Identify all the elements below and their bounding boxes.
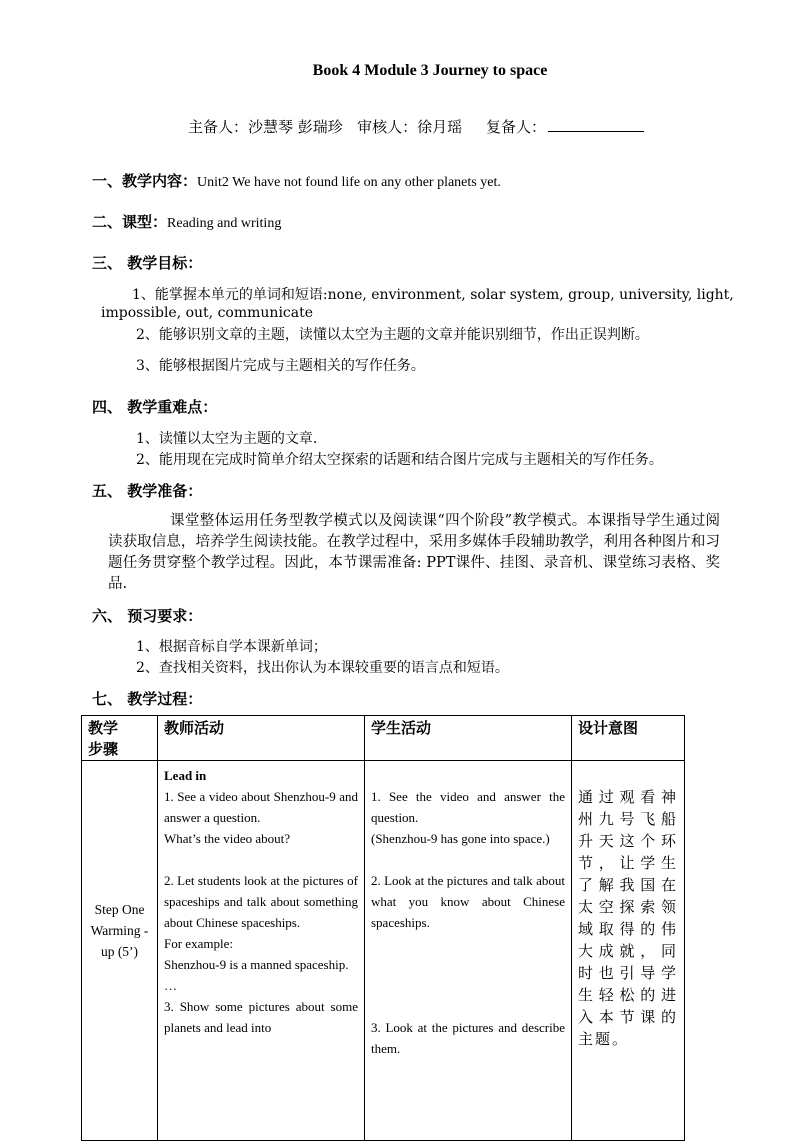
header-teacher: 教师活动 bbox=[158, 716, 365, 761]
preparers-line bbox=[188, 116, 644, 137]
section-1-heading: 一、教学内容： bbox=[92, 172, 198, 190]
reviewer-label: 审核人： bbox=[357, 118, 418, 136]
difficulty-item-2: 2、能用现在完成时简单介绍太空探索的话题和结合图片完成与主题相关的写作任务。 bbox=[136, 452, 663, 468]
preview-item-2: 2、查找相关资料，找出你认为本课较重要的语言点和短语。 bbox=[136, 660, 509, 676]
design-purpose: 通过观看神州九号飞船升天这个环节，让学生了解我国在太空探索领域取得的伟大成就，同时也引导学生轻松的进入本节课的主题。 bbox=[578, 788, 678, 1048]
main-preparer-label: 主备人： bbox=[188, 118, 249, 136]
objective-item-1-cont: impossible, out, communicate bbox=[101, 305, 314, 321]
objective-item-1: 1、能掌握本单元的单词和短语:none, environment, solar system, group, university, light, bbox=[132, 287, 734, 303]
reviewer-name: 徐月瑶 bbox=[417, 118, 463, 136]
teaching-process-table bbox=[81, 715, 685, 1141]
objective-item-3: 3、能够根据图片完成与主题相关的写作任务。 bbox=[136, 358, 425, 374]
co-preparer-blank bbox=[548, 117, 644, 132]
main-preparer-names: 沙慧琴 彭瑞珍 bbox=[248, 118, 343, 136]
step-cell bbox=[82, 761, 158, 1141]
preview-item-1: 1、根据音标自学本课新单词； bbox=[136, 639, 327, 655]
document-title: Book 4 Module 3 Journey to space bbox=[312, 62, 548, 79]
header-student: 学生活动 bbox=[365, 716, 572, 761]
header-purpose: 设计意图 bbox=[572, 716, 685, 761]
objective-item-2: 2、能够识别文章的主题，读懂以太空为主题的文章并能识别细节，作出正误判断。 bbox=[136, 327, 649, 343]
step-label: Step One Warming -up (5’) bbox=[90, 902, 149, 959]
header-step: 教学步骤 bbox=[82, 716, 158, 761]
section-7-heading: 七、 教学过程： bbox=[92, 690, 203, 708]
table-header-row bbox=[82, 716, 685, 761]
section-1-content: Unit2 We have not found life on any other planets yet. bbox=[197, 175, 501, 190]
student-activity: 1. See the video and answer the question. (Shenzhou-9 has gone into space.) 2. Look at the pictures and talk about what you know about Chinese spaceships. 3. Look at the pictures and describe them. bbox=[371, 789, 565, 1056]
section-3-heading: 三、 教学目标： bbox=[92, 254, 203, 272]
section-2-heading: 二、课型： bbox=[92, 213, 168, 231]
section-5-heading: 五、 教学准备： bbox=[92, 482, 203, 500]
co-preparer-label: 复备人： bbox=[485, 118, 546, 136]
section-2-content: Reading and writing bbox=[167, 216, 282, 231]
student-activity-cell bbox=[365, 761, 572, 1141]
teacher-activity: Lead in 1. See a video about Shenzhou-9 and answer a question. What’s the video about? 2. Let students look at the pictures of spaceships and talk about something about Chinese spaceships. For example: Shenzhou-9 is a manned spaceship. … 3. Show some pictures about some planets and lead into bbox=[164, 768, 358, 1035]
section-2 bbox=[92, 211, 281, 232]
difficulty-item-1: 1、读懂以太空为主题的文章. bbox=[136, 431, 318, 447]
teacher-activity-cell bbox=[158, 761, 365, 1141]
section-4-heading: 四、 教学重难点： bbox=[92, 398, 218, 416]
preparation-paragraph: 课堂整体运用任务型教学模式以及阅读课“四个阶段”教学模式。本课指导学生通过阅读获取信息，培养学生阅读技能。在教学过程中，采用多媒体手段辅助教学，利用各种图片和习题任务贯穿整个教学过程。因此，本节课需准备: PPT课件、挂图、录音机、课堂练习表格、奖品. bbox=[108, 513, 720, 592]
section-6-heading: 六、 预习要求： bbox=[92, 607, 203, 625]
table-row bbox=[82, 761, 685, 1141]
section-1 bbox=[92, 170, 501, 191]
design-purpose-cell bbox=[572, 761, 685, 1141]
